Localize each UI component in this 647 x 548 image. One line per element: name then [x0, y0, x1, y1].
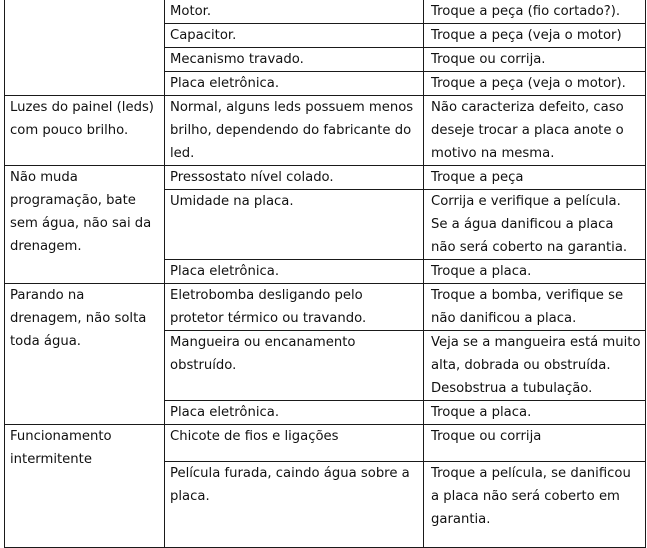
table-row [5, 425, 646, 462]
solution-cell: Troque a placa. [424, 401, 646, 425]
cause-cell: Placa eletrônica. [165, 72, 424, 96]
cause-cell: Placa eletrônica. [165, 401, 424, 425]
cause-cell: Capacitor. [165, 24, 424, 48]
cause-cell: Motor. [165, 0, 424, 24]
solution-cell: Corrija e verifique a película. Se a água danificou a placa não será coberto na garantia. [424, 190, 646, 260]
table-row [5, 96, 646, 166]
symptom-cell: Funcionamento intermitente [5, 425, 165, 548]
solution-cell: Troque ou corrija [424, 425, 646, 462]
table-row [5, 284, 646, 331]
solution-cell: Troque a película, se danificou a placa não será coberto em garantia. [424, 462, 646, 548]
cause-cell: Mecanismo travado. [165, 48, 424, 72]
solution-cell: Troque a peça [424, 166, 646, 190]
symptom-cell [5, 0, 165, 96]
cause-cell: Mangueira ou encanamento obstruído. [165, 331, 424, 401]
solution-cell: Troque a peça (veja o motor) [424, 24, 646, 48]
solution-cell: Veja se a mangueira está muito alta, dobrada ou obstruída. Desobstrua a tubulação. [424, 331, 646, 401]
solution-cell: Troque a bomba, verifique se não danificou a placa. [424, 284, 646, 331]
solution-cell: Troque a peça (fio cortado?). [424, 0, 646, 24]
cause-cell: Umidade na placa. [165, 190, 424, 260]
symptom-cell: Não muda programação, bate sem água, não sai da drenagem. [5, 166, 165, 284]
cause-cell: Normal, alguns leds possuem menos brilho, dependendo do fabricante do led. [165, 96, 424, 166]
solution-cell: Troque a placa. [424, 260, 646, 284]
table-row [5, 166, 646, 190]
solution-cell: Não caracteriza defeito, caso deseje trocar a placa anote o motivo na mesma. [424, 96, 646, 166]
cause-cell: Eletrobomba desligando pelo protetor térmico ou travando. [165, 284, 424, 331]
solution-cell: Troque a peça (veja o motor). [424, 72, 646, 96]
symptom-cell: Parando na drenagem, não solta toda água. [5, 284, 165, 425]
cause-cell: Placa eletrônica. [165, 260, 424, 284]
cause-cell: Chicote de fios e ligações [165, 425, 424, 462]
solution-cell: Troque ou corrija. [424, 48, 646, 72]
cause-cell: Película furada, caindo água sobre a placa. [165, 462, 424, 548]
table-row [5, 0, 646, 24]
symptom-cell: Luzes do painel (leds) com pouco brilho. [5, 96, 165, 166]
troubleshooting-table [4, 0, 646, 548]
cause-cell: Pressostato nível colado. [165, 166, 424, 190]
